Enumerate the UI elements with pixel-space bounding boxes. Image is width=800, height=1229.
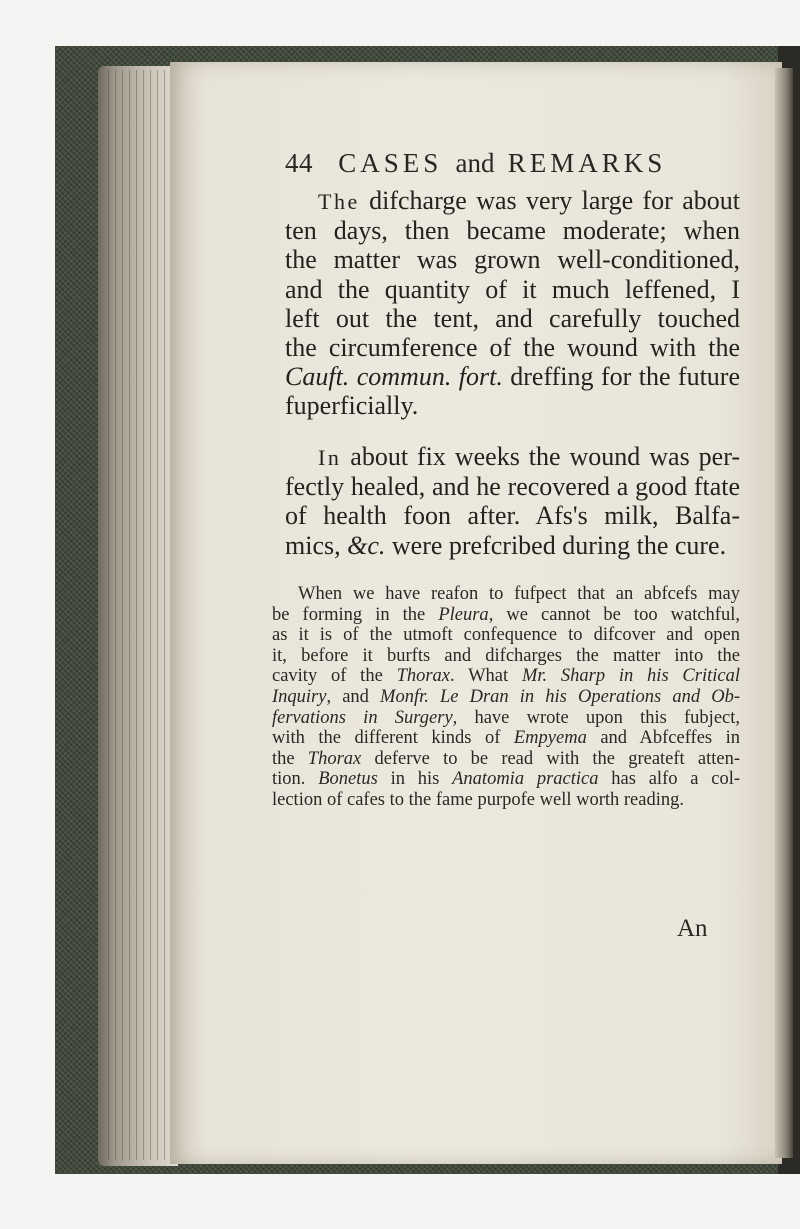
- text-line: it, before it burfts and difcharges the matter into the: [272, 645, 740, 666]
- text-line: the Thorax deferve to be read with the greateft atten-: [272, 748, 740, 769]
- text-line: and the quantity of it much leffened, I: [285, 274, 740, 304]
- catchword: An: [677, 915, 708, 942]
- text-line: fuperficially.: [285, 391, 419, 421]
- text-line: When we have reafon to fufpect that an abfcefs may: [298, 584, 740, 604]
- page-edges: [108, 70, 168, 1160]
- lead-word: In: [318, 445, 342, 470]
- text-line: the circumference of the wound with the: [285, 333, 740, 363]
- header-title-and: and: [455, 148, 495, 178]
- header-title-2: REMARKS: [507, 148, 667, 178]
- text-line: The difcharge was very large for about: [318, 186, 740, 215]
- text-line: fectly healed, and he recovered a good ftate: [285, 472, 740, 502]
- text-line: with the different kinds of Empyema and Abfceffes in: [272, 728, 741, 749]
- text-line: fervations in Surgery, have wrote upon this fubject,: [272, 707, 741, 728]
- footnote-remark: [272, 584, 740, 811]
- text-line: left out the tent, and carefully touched: [285, 303, 740, 333]
- lead-word: The: [318, 189, 360, 214]
- text-line: as it is of the utmoft confequence to difcover and open: [272, 625, 740, 646]
- page-fore-edge: [775, 68, 793, 1158]
- text-line: In about fix weeks the wound was per-: [318, 442, 740, 471]
- text-line: lection of cafes to the fame purpofe well worth reading.: [272, 789, 684, 810]
- text-line: tion. Bonetus in his Anatomia practica has alfo a col-: [272, 769, 741, 790]
- text-line: cavity of the Thorax. What Mr. Sharp in his Critical: [272, 666, 740, 687]
- text-line: Inquiry, and Monfr. Le Dran in his Operations and Ob-: [272, 686, 740, 707]
- text-line: the matter was grown well-conditioned,: [285, 245, 740, 275]
- running-header: [285, 148, 705, 179]
- text-line: mics, &c. were prefcribed during the cure.: [285, 530, 727, 560]
- text-line: be forming in the Pleura, we cannot be too watchful,: [272, 604, 740, 625]
- text-line: ten days, then became moderate; when: [285, 216, 740, 246]
- text-line: of health foon after. Afs's milk, Balfa-: [285, 501, 740, 531]
- paragraph-1: [285, 186, 740, 421]
- page-number: 44: [285, 148, 313, 178]
- paragraph-2: [285, 442, 740, 560]
- header-title-1: CASES: [338, 148, 443, 178]
- text-line: Cauft. commun. fort. dreffing for the future: [285, 362, 740, 392]
